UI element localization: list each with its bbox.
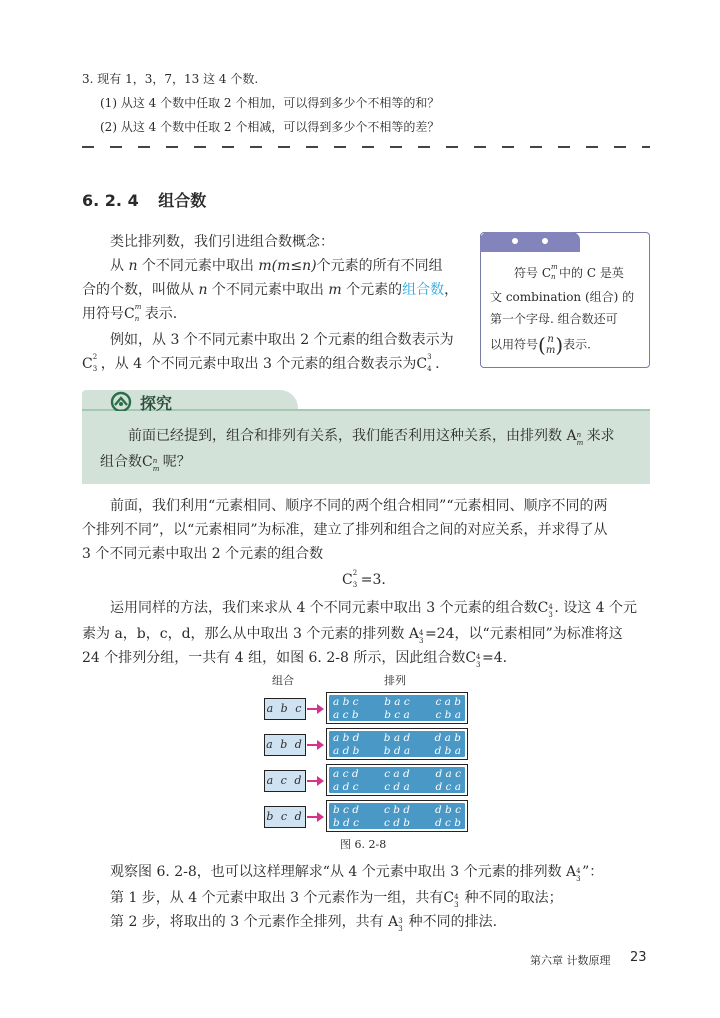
permutation-item: d b c — [435, 804, 461, 816]
permutation-item: a b d — [333, 732, 360, 744]
figure-header-perm: 排列 — [384, 674, 406, 687]
page-number: 23 — [630, 950, 647, 965]
arrow-icon — [307, 816, 322, 818]
side-note-tab — [480, 232, 580, 252]
arrow-icon — [307, 780, 322, 782]
section-title: 组合数 — [158, 191, 207, 210]
permutation-item: b c d — [333, 804, 359, 816]
exercise-question: 3. 现有 1，3，7，13 这 4 个数. — [82, 72, 259, 86]
arrow-icon — [307, 744, 322, 746]
body-line-3: 3 个不同元素中取出 2 个元素的组合数 — [82, 546, 324, 562]
note-line-2: 文 combination (组合) 的 — [490, 290, 635, 304]
body-line-2: 个排列不同”，以“元素相同”为标准，建立了排列和组合之间的对应关系，并求得了从 — [82, 522, 608, 538]
symbol-C-m-n: C m n — [124, 303, 142, 323]
footer-chapter: 第六章 计数原理 — [530, 954, 611, 967]
permutation-item: d a c — [435, 768, 461, 780]
intro-paragraph-5: 例如，从 3 个不同元素中取出 2 个元素的组合数表示为 — [110, 332, 454, 348]
note-dot-icon — [512, 238, 518, 244]
permutation-item: c a d — [384, 768, 410, 780]
permutation-item: b a d — [383, 732, 411, 744]
permutation-item: d a b — [434, 732, 461, 744]
note-line-1: 符号 C m n 中的 C 是英 — [514, 263, 624, 281]
after-line-2: 第 1 步，从 4 个元素中取出 3 个元素作为一组，共有C 3 4 种不同的取法； — [110, 890, 563, 909]
permutation-cell — [326, 728, 468, 760]
explore-box — [82, 410, 650, 484]
explore-line-1: 前面已经提到，组合和排列有关系，我们能否利用这种关系，由排列数 A m n 来求 — [128, 428, 615, 447]
explore-title: 探究 — [140, 394, 173, 413]
figure-caption: 图 6. 2-8 — [340, 838, 387, 851]
permutation-item: c d b — [384, 817, 410, 829]
permutation-item: b c a — [384, 709, 410, 721]
intro-paragraph-6: C 2 3 ，从 4 个不同元素中取出 3 个元素的组合数表示为C 3 4 . — [82, 353, 440, 373]
permutation-item: c d a — [384, 781, 410, 793]
permutation-item: d c a — [435, 781, 461, 793]
section-divider — [82, 146, 650, 148]
permutation-item: b a c — [384, 696, 410, 708]
arrow-icon — [307, 708, 322, 710]
section-heading — [82, 188, 206, 211]
combo-cell: a b d — [264, 734, 306, 756]
permutation-item: a d c — [333, 781, 359, 793]
exercise-subquestion-1: (1) 从这 4 个数中任取 2 个相加，可以得到多少个不相等的和？ — [100, 96, 440, 110]
combo-cell: a c d — [264, 770, 306, 792]
permutation-item: b d a — [383, 745, 411, 757]
body-line-5: 素为 a，b，c，d，那么从中取出 3 个元素的排列数 A 3 4 =24，以“元素相同”为标准将这 — [82, 626, 623, 645]
permutation-item: c a b — [435, 696, 461, 708]
after-line-3: 第 2 步，将取出的 3 个元素作全排列，共有 A 3 3 种不同的排法. — [110, 914, 498, 933]
explore-icon — [110, 391, 132, 411]
permutation-item: c b a — [435, 709, 461, 721]
permutation-item: a d b — [333, 745, 360, 757]
explore-line-2: 组合数C m n 呢？ — [100, 454, 191, 473]
permutation-item: d b a — [434, 745, 461, 757]
symbol-C-4-3: C 3 4 — [416, 353, 432, 373]
combo-cell: b c d — [264, 806, 306, 828]
body-line-4: 运用同样的方法，我们来求从 4 个不同元素中取出 3 个元素的组合数C 3 4 . 设这 4 个元 — [110, 600, 638, 619]
term-combination-number: 组合数 — [402, 282, 445, 298]
permutation-item: d c b — [435, 817, 461, 829]
after-line-1: 观察图 6. 2-8，也可以这样理解求“从 4 个元素中取出 3 个元素的排列数 A 3 4 ”： — [110, 864, 604, 883]
permutation-cell — [326, 764, 468, 796]
formula-C32: C 2 3 =3. — [342, 569, 386, 589]
intro-paragraph-4: 用符号C m n 表示. — [82, 303, 178, 323]
exercise-subquestion-2: (2) 从这 4 个数中任取 2 个相减，可以得到多少个不相等的差？ — [100, 120, 440, 134]
note-line-4: 以用符号( n m)表示. — [490, 333, 591, 357]
note-line-3: 第一个字母. 组合数还可 — [490, 312, 618, 326]
intro-paragraph-3: 合的个数，叫做从 n 个不同元素中取出 m 个元素的组合数， — [82, 282, 459, 298]
permutation-item: a c d — [333, 768, 359, 780]
note-dot-icon — [542, 238, 548, 244]
section-number: 6. 2. 4 — [82, 191, 139, 210]
permutation-cell — [326, 800, 468, 832]
permutation-cell — [326, 692, 468, 724]
combo-cell: a b c — [264, 698, 306, 720]
intro-paragraph-2: 从 n 个不同元素中取出 m(m≤n)个元素的所有不同组 — [110, 258, 443, 274]
figure-header-combo: 组合 — [272, 674, 294, 687]
permutation-item: c b d — [384, 804, 410, 816]
permutation-item: b d c — [333, 817, 359, 829]
intro-paragraph-1: 类比排列数，我们引进组合数概念： — [110, 234, 334, 250]
symbol-C-3-2: C 2 3 — [82, 353, 98, 373]
permutation-item: a b c — [333, 696, 359, 708]
body-line-1: 前面，我们利用“元素相同、顺序不同的两个组合相同”“元素相同、顺序不同的两 — [110, 498, 608, 514]
permutation-item: a c b — [333, 709, 359, 721]
body-line-6: 24 个排列分组，一共有 4 组，如图 6. 2-8 所示，因此组合数C 3 4 =4. — [82, 650, 508, 669]
